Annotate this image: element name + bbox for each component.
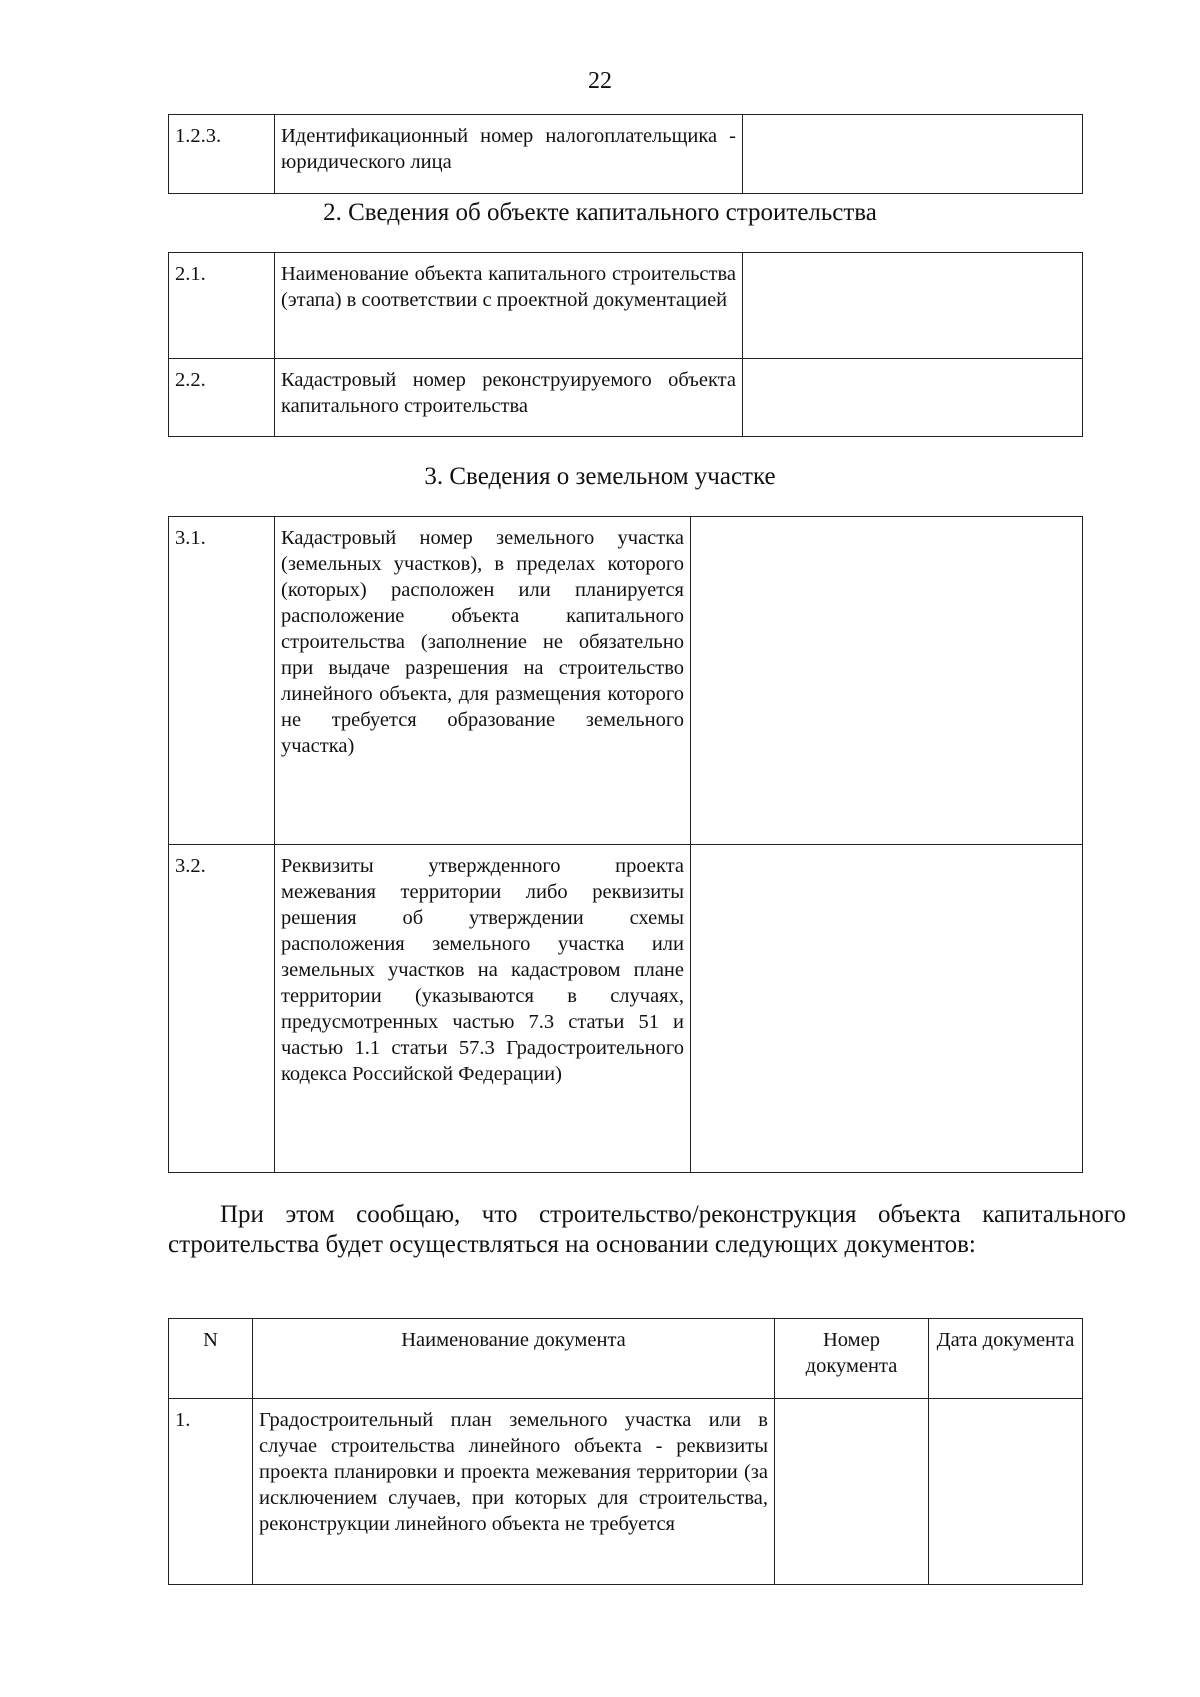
table-legal-entity [168, 114, 1083, 194]
section-title-capital-object: 2. Сведения об объекте капитального строительства [323, 199, 877, 226]
header-document-name: Наименование документа [253, 1319, 775, 1399]
row-number: 2.2. [169, 359, 275, 437]
header-document-date: Дата документа [929, 1319, 1083, 1399]
row-description: Кадастровый номер реконструируемого объекта капитального строительства [275, 359, 743, 437]
row-value-field[interactable] [743, 253, 1083, 359]
row-description: Наименование объекта капитального строительства (этапа) в соответствии с проектной документацией [275, 253, 743, 359]
table-header-row [169, 1319, 1083, 1399]
row-number: 3.2. [169, 845, 275, 1173]
header-document-number: Номер документа [775, 1319, 929, 1399]
row-number: 2.1. [169, 253, 275, 359]
table-row [169, 253, 1083, 359]
documents-paragraph [168, 1200, 1126, 1260]
row-value-field[interactable] [691, 517, 1083, 845]
table-row [169, 845, 1083, 1173]
row-value-field[interactable] [691, 845, 1083, 1173]
row-description: Идентификационный номер налогоплательщика - юридического лица [275, 115, 743, 194]
row-number: 1.2.3. [169, 115, 275, 194]
page-number: 22 [588, 68, 612, 94]
header-number: N [169, 1319, 253, 1399]
section-title-land-plot: 3. Сведения о земельном участке [424, 463, 776, 490]
table-documents [168, 1318, 1083, 1585]
row-document-number-field[interactable] [775, 1399, 929, 1585]
row-document-name: Градостроительный план земельного участка или в случае строительства линейного объекта - реквизиты проекта планировки и проекта межевания территории (за исключением случаев, при которых для строительства, реконструкции линейного объекта не требуется [253, 1399, 775, 1585]
row-document-date-field[interactable] [929, 1399, 1083, 1585]
row-number: 3.1. [169, 517, 275, 845]
table-row [169, 359, 1083, 437]
table-row [169, 517, 1083, 845]
table-row [169, 1399, 1083, 1585]
row-number: 1. [169, 1399, 253, 1585]
row-value-field[interactable] [743, 359, 1083, 437]
row-value-field[interactable] [743, 115, 1083, 194]
table-row [169, 115, 1083, 194]
table-land-plot [168, 516, 1083, 1173]
table-capital-object [168, 252, 1083, 437]
paragraph-text: При этом сообщаю, что строительство/реконструкция объекта капитального строительства будет осуществляться на основании следующих документов: [168, 1201, 1126, 1258]
row-description: Кадастровый номер земельного участка (земельных участков), в пределах которого (которых) расположен или планируется расположение объекта капитального строительства (заполнение не обязательно при выдаче разрешения на строительство линейного объекта, для размещения которого не требуется образование земельного участка) [275, 517, 691, 845]
row-description: Реквизиты утвержденного проекта межевания территории либо реквизиты решения об утверждении схемы расположения земельного участка или земельных участков на кадастровом плане территории (указываются в случаях, предусмотренных частью 7.3 статьи 51 и частью 1.1 статьи 57.3 Градостроительного кодекса Российской Федерации) [275, 845, 691, 1173]
